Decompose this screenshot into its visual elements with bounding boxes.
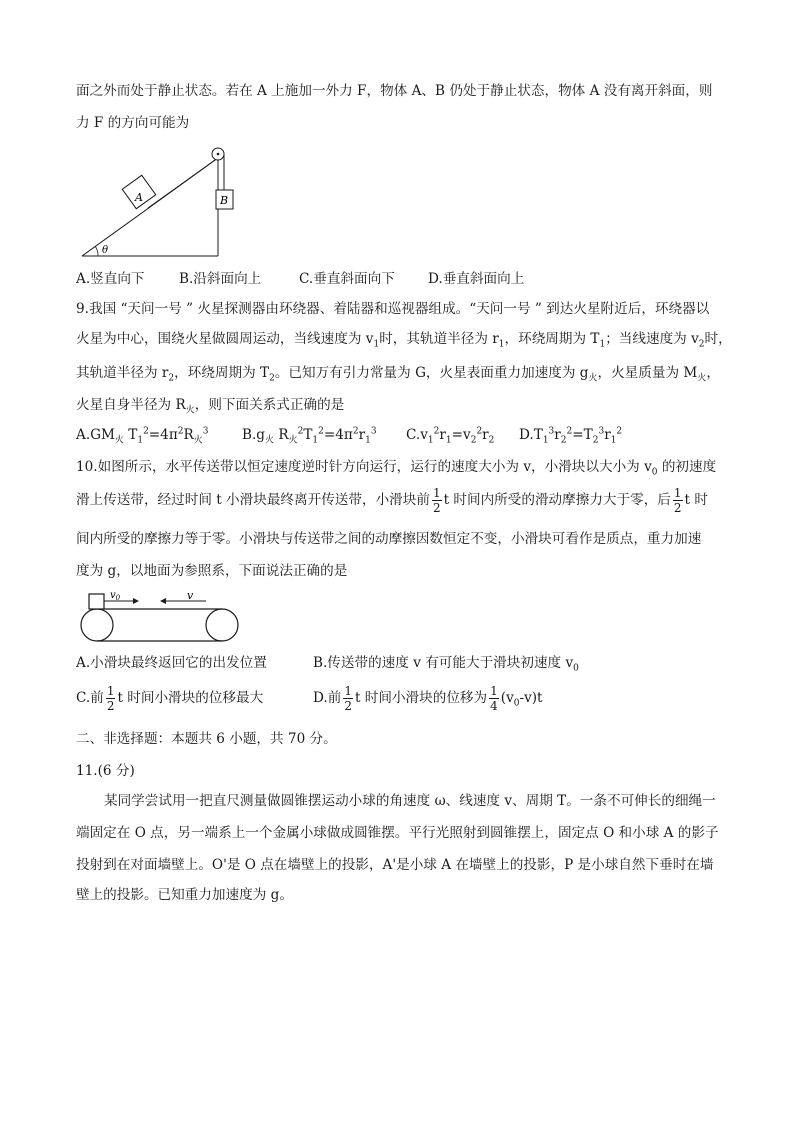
q10-line-4: 度为 g，以地面为参照系，下面说法正确的是: [76, 563, 348, 579]
v-label: v: [187, 590, 194, 602]
q9-line-3: 其轨道半径为 $r_2$，环绕周期为 $T_2$。已知万有引力常量为 G，火星表面重力加速度为 $g_火$，火星质量为 $M_火$，: [76, 365, 720, 384]
q11-line-1: 某同学尝试用一把直尺测量做圆锥摆运动小球的角速度 ω、线速度 v、周期 T。一条不可伸长的细绳一: [104, 793, 716, 809]
q8-option-d: D.垂直斜面向上: [428, 271, 525, 287]
v0-label: $v_0$: [110, 590, 121, 602]
conveyor-belt-figure: [80, 590, 242, 644]
q10-line-1: 10.如图所示，水平传送带以恒定速度逆时针方向运行，运行的速度大小为 v，小滑块以大小为 $v_0$ 的初速度: [76, 459, 717, 478]
q9-option-c: $C.v_1^2r_1=v_2^2r_2$: [406, 426, 495, 446]
q11-line-3: 投射到在对面墙壁上。O'是 O 点在墙壁上的投影，A'是小球 A 在墙壁上的投影，P 是小球自然下垂时在墙: [76, 857, 714, 873]
incline-pulley-figure: [76, 140, 236, 262]
q8-line-1: 面之外而处于静止状态。若在 A 上施加一外力 F，物体 A、B 仍处于静止状态，物体 A 没有离开斜面，则: [76, 83, 713, 99]
block-a-label: A: [135, 191, 143, 204]
q10-option-c: C.前 $\frac{1}{2}$ t 时间小滑块的位移最大: [76, 684, 264, 713]
q10-options-cd: [76, 680, 543, 716]
q9-line-1: 9.我国 “天问一号 ” 火星探测器由环绕器、着陆器和巡视器组成。“天问一号 ” 到达火星附近后，环绕器以: [76, 301, 710, 317]
q8-option-a: A.竖直向下: [76, 271, 145, 287]
q8-option-b: B.沿斜面向上: [179, 271, 262, 287]
angle-theta-label: θ: [102, 245, 109, 256]
q10-options-ab: [76, 654, 579, 674]
q10-option-b: B.传送带的速度 v 有可能大于滑块初速度 $v_0$: [313, 655, 579, 674]
q11-header: 11.(6 分): [76, 763, 135, 779]
q11-line-4: 壁上的投影。已知重力加速度为 g。: [76, 887, 293, 903]
q10-option-a: A.小滑块最终返回它的出发位置: [76, 655, 267, 671]
fraction-half: $\frac{1}{2}$: [344, 684, 352, 713]
q9-line-4: 火星自身半径为 $R_火$，则下面关系式正确的是: [76, 397, 345, 416]
q10-option-d: D.前 $\frac{1}{2}$ t 时间小滑块的位移为 $\frac{1}{4}$ $(v_0-v)t$: [313, 684, 543, 713]
block-b-label: B: [220, 194, 229, 207]
q10-line-2: [76, 482, 708, 518]
q10-line-2-part-c: t 时: [684, 492, 708, 508]
fraction-half: $\frac{1}{2}$: [106, 684, 115, 713]
angle-arc: [95, 246, 98, 256]
q9-line-2: 火星为中心，围绕火星做圆周运动，当线速度为 $v_1$时，其轨道半径为 $r_1$，环绕周期为 $T_1$；当线速度为 $v_2$时，: [76, 331, 732, 350]
rope-incline: [148, 160, 215, 208]
q10-line-2-part-b: t 时间内所受的滑动摩擦力大于零，后: [443, 492, 671, 508]
q9-option-a: $A.GM_火$ $T_1^2=4\pi^2R_火^3$: [76, 426, 209, 446]
left-roller: [81, 609, 113, 641]
fraction-half: $\frac{1}{2}$: [432, 486, 441, 515]
q10-line-3: 间内所受的摩擦力等于零。小滑块与传送带之间的动摩擦因数恒定不变，小滑块可看作是质点，重力加速: [76, 531, 702, 547]
q8-line-2: 力 F 的方向可能为: [76, 115, 190, 131]
q9-options: [76, 426, 623, 446]
q9-option-d: $D.T_1^3r_2^2=T_2^3r_1^2$: [519, 426, 623, 446]
q8-options: [76, 270, 525, 288]
q9-option-b: $B.g_火$ $R_火^2T_1^2=4\pi^2r_1^3$: [242, 426, 377, 446]
q10-line-2-part-a: 滑上传送带，经过时间 t 小滑块最终离开传送带，小滑块前: [76, 492, 430, 508]
q8-option-c: C.垂直斜面向下: [299, 271, 395, 287]
slider-block: [89, 594, 104, 609]
section-2-title: 二、非选择题：本题共 6 小题，共 70 分。: [76, 731, 337, 747]
q11-line-2: 端固定在 O 点，另一端系上一个金属小球做成圆锥摆。平行光照射到圆锥摆上，固定点 O 和小球 A 的影子: [76, 825, 719, 841]
fraction-half: $\frac{1}{2}$: [673, 486, 682, 515]
right-roller: [206, 609, 238, 641]
fraction-quarter: $\frac{1}{4}$: [490, 684, 498, 713]
